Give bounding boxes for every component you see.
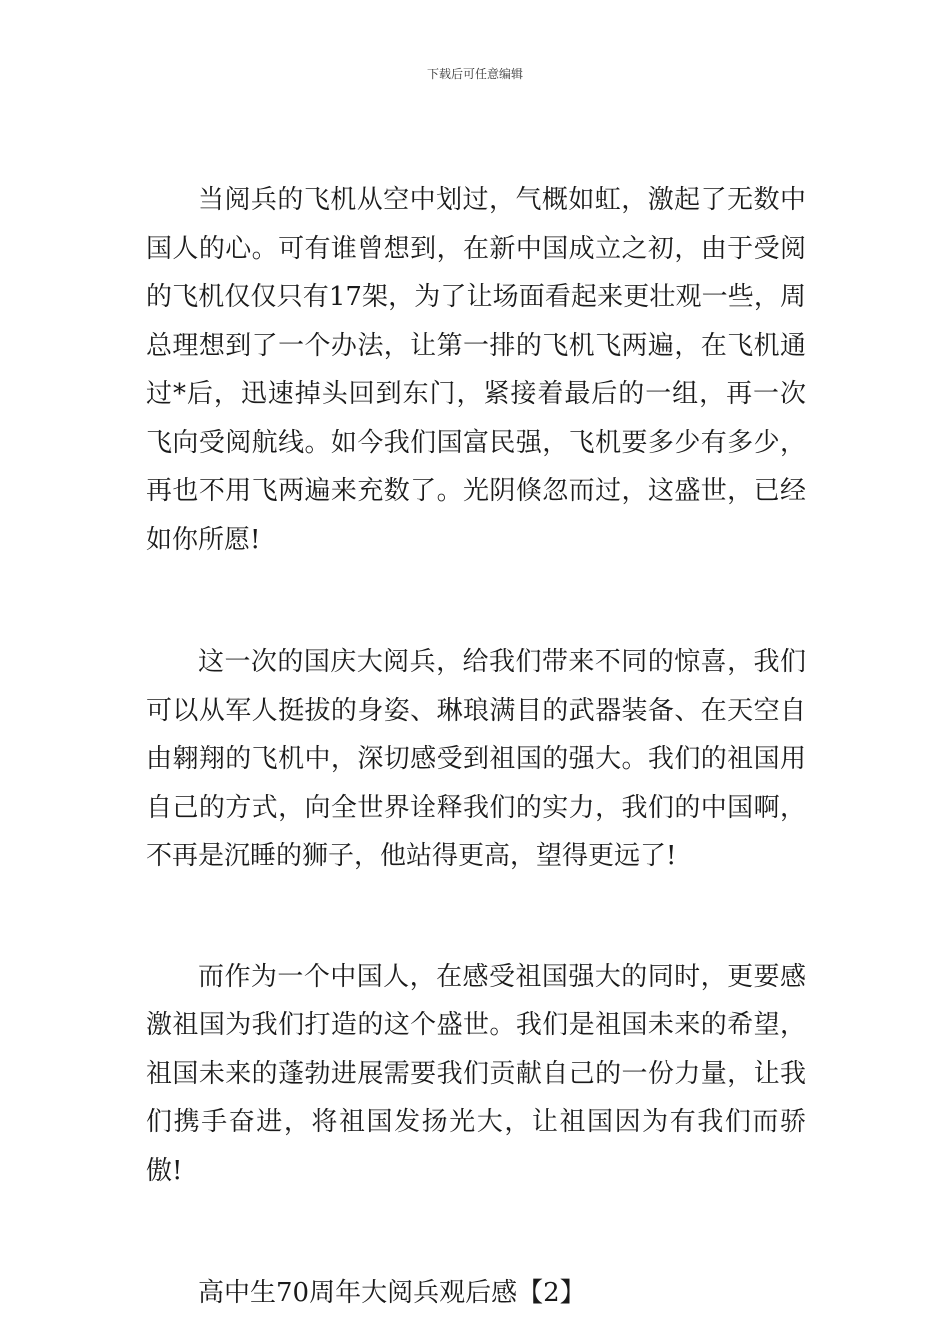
document-body <box>146 176 806 1318</box>
paragraph-1: 当阅兵的飞机从空中划过，气概如虹，激起了无数中国人的心。可有谁曾想到，在新中国成立之初，由于受阅的飞机仅仅只有17架，为了让场面看起来更壮观一些，周总理想到了一个办法，让第一排的飞机飞两遍，在飞机通过*后，迅速掉头回到东门，紧接着最后的一组，再一次飞向受阅航线。如今我们国富民强，飞机要多少有多少，再也不用飞两遍来充数了。光阴倏忽而过，这盛世，已经如你所愿! <box>146 185 806 555</box>
section-subtitle: 高中生70周年大阅兵观后感【2】 <box>198 1278 586 1308</box>
paragraph-2: 这一次的国庆大阅兵，给我们带来不同的惊喜，我们可以从军人挺拔的身姿、琳琅满目的武器装备、在天空自由翱翔的飞机中，深切感受到祖国的强大。我们的祖国用自己的方式，向全世界诠释我们的实力，我们的中国啊，不再是沉睡的狮子，他站得更高，望得更远了! <box>146 647 806 871</box>
page-header-note: 下载后可任意编辑 <box>426 67 523 81</box>
paragraph-3: 而作为一个中国人，在感受祖国强大的同时，更要感激祖国为我们打造的这个盛世。我们是祖国未来的希望，祖国未来的蓬勃进展需要我们贡献自己的一份力量，让我们携手奋进，将祖国发扬光大，让祖国因为有我们而骄傲! <box>146 961 806 1186</box>
